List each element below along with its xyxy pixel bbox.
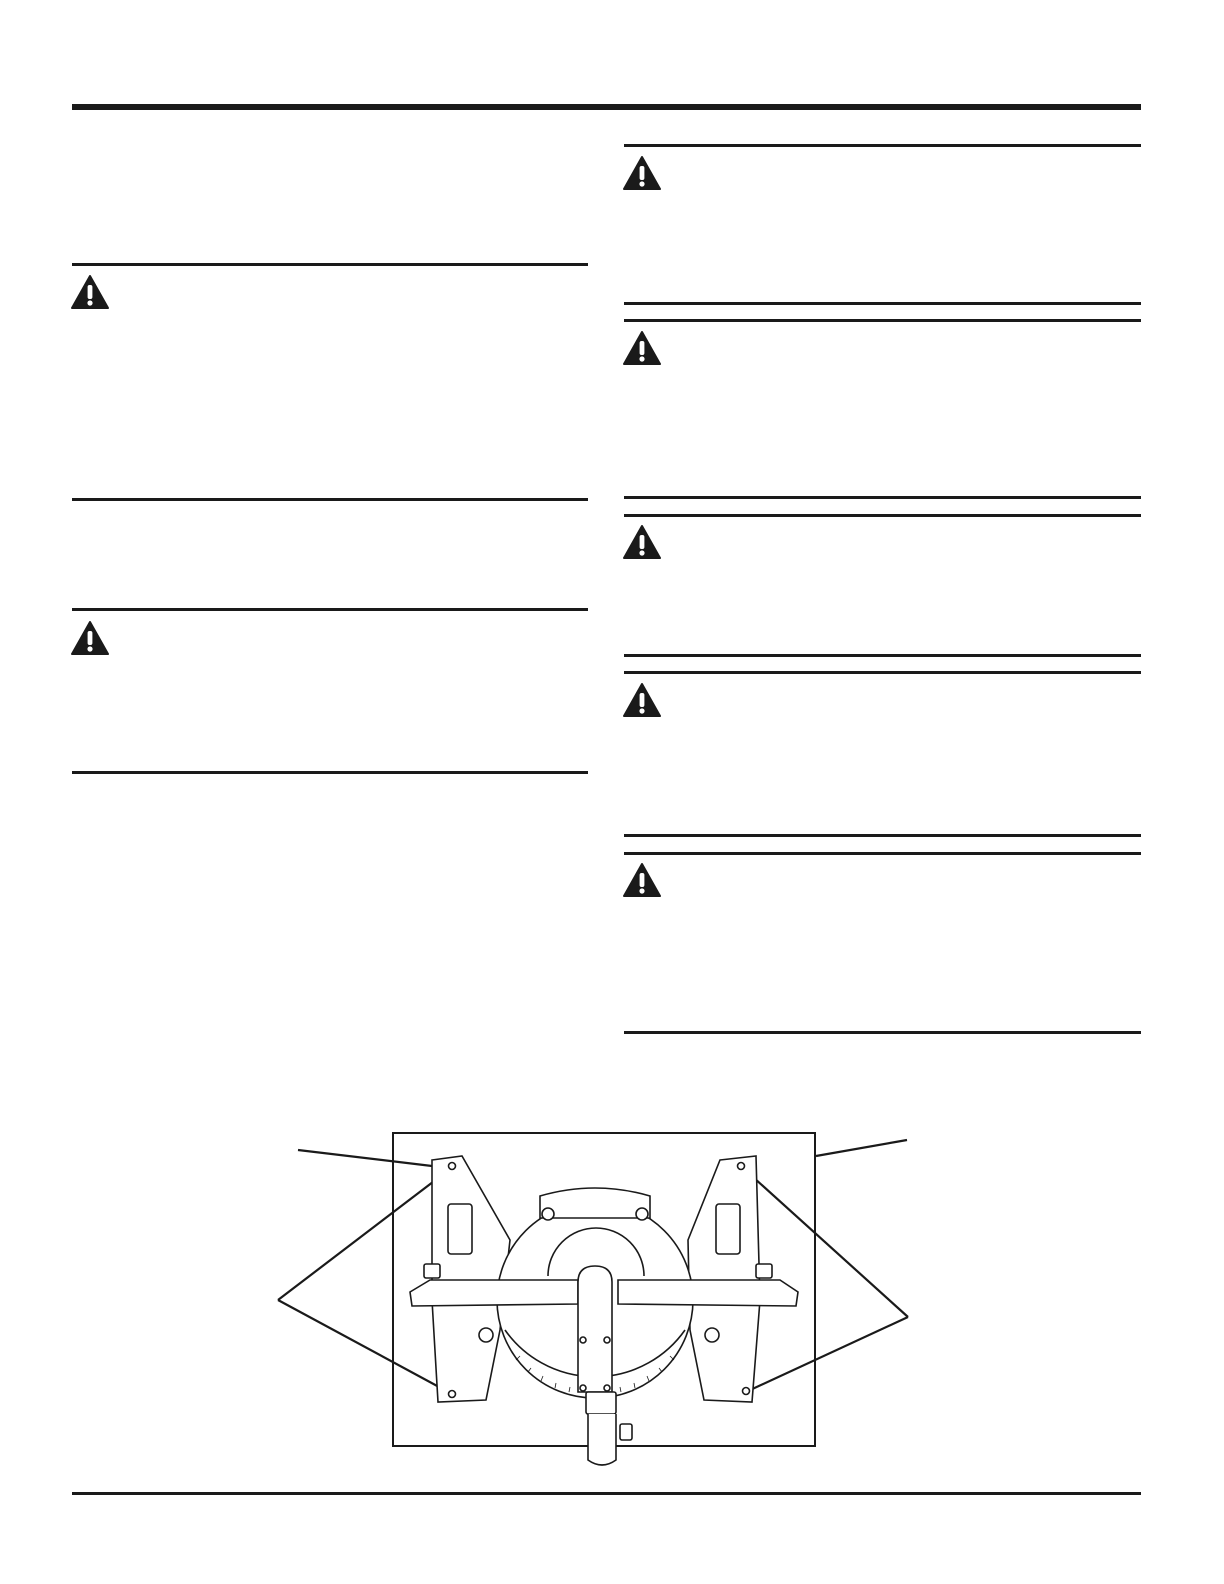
warning-triangle-icon xyxy=(622,862,662,898)
warning-triangle-icon xyxy=(622,330,662,366)
right-section-rule-8 xyxy=(624,834,1141,837)
right-section-rule-9 xyxy=(624,852,1141,855)
warning-triangle-icon xyxy=(70,274,110,310)
warning-triangle-icon xyxy=(622,155,662,191)
left-section-rule-3 xyxy=(72,608,588,611)
header-rule xyxy=(72,104,1141,110)
left-section-rule-1 xyxy=(72,263,588,266)
right-section-rule-6 xyxy=(624,654,1141,657)
right-section-rule-5 xyxy=(624,514,1141,517)
footer-rule xyxy=(72,1492,1141,1495)
right-section-rule-4 xyxy=(624,496,1141,499)
right-section-rule-3 xyxy=(624,319,1141,322)
right-section-rule-1 xyxy=(624,144,1141,147)
warning-triangle-icon xyxy=(622,682,662,718)
saw-base xyxy=(410,1156,798,1465)
right-section-rule-10 xyxy=(624,1031,1141,1034)
left-section-rule-4 xyxy=(72,771,588,774)
right-section-rule-2 xyxy=(624,302,1141,305)
warning-triangle-icon xyxy=(622,524,662,560)
left-section-rule-2 xyxy=(72,498,588,501)
miter-saw-illustration xyxy=(0,1120,1224,1480)
right-section-rule-7 xyxy=(624,671,1141,674)
warning-triangle-icon xyxy=(70,620,110,656)
